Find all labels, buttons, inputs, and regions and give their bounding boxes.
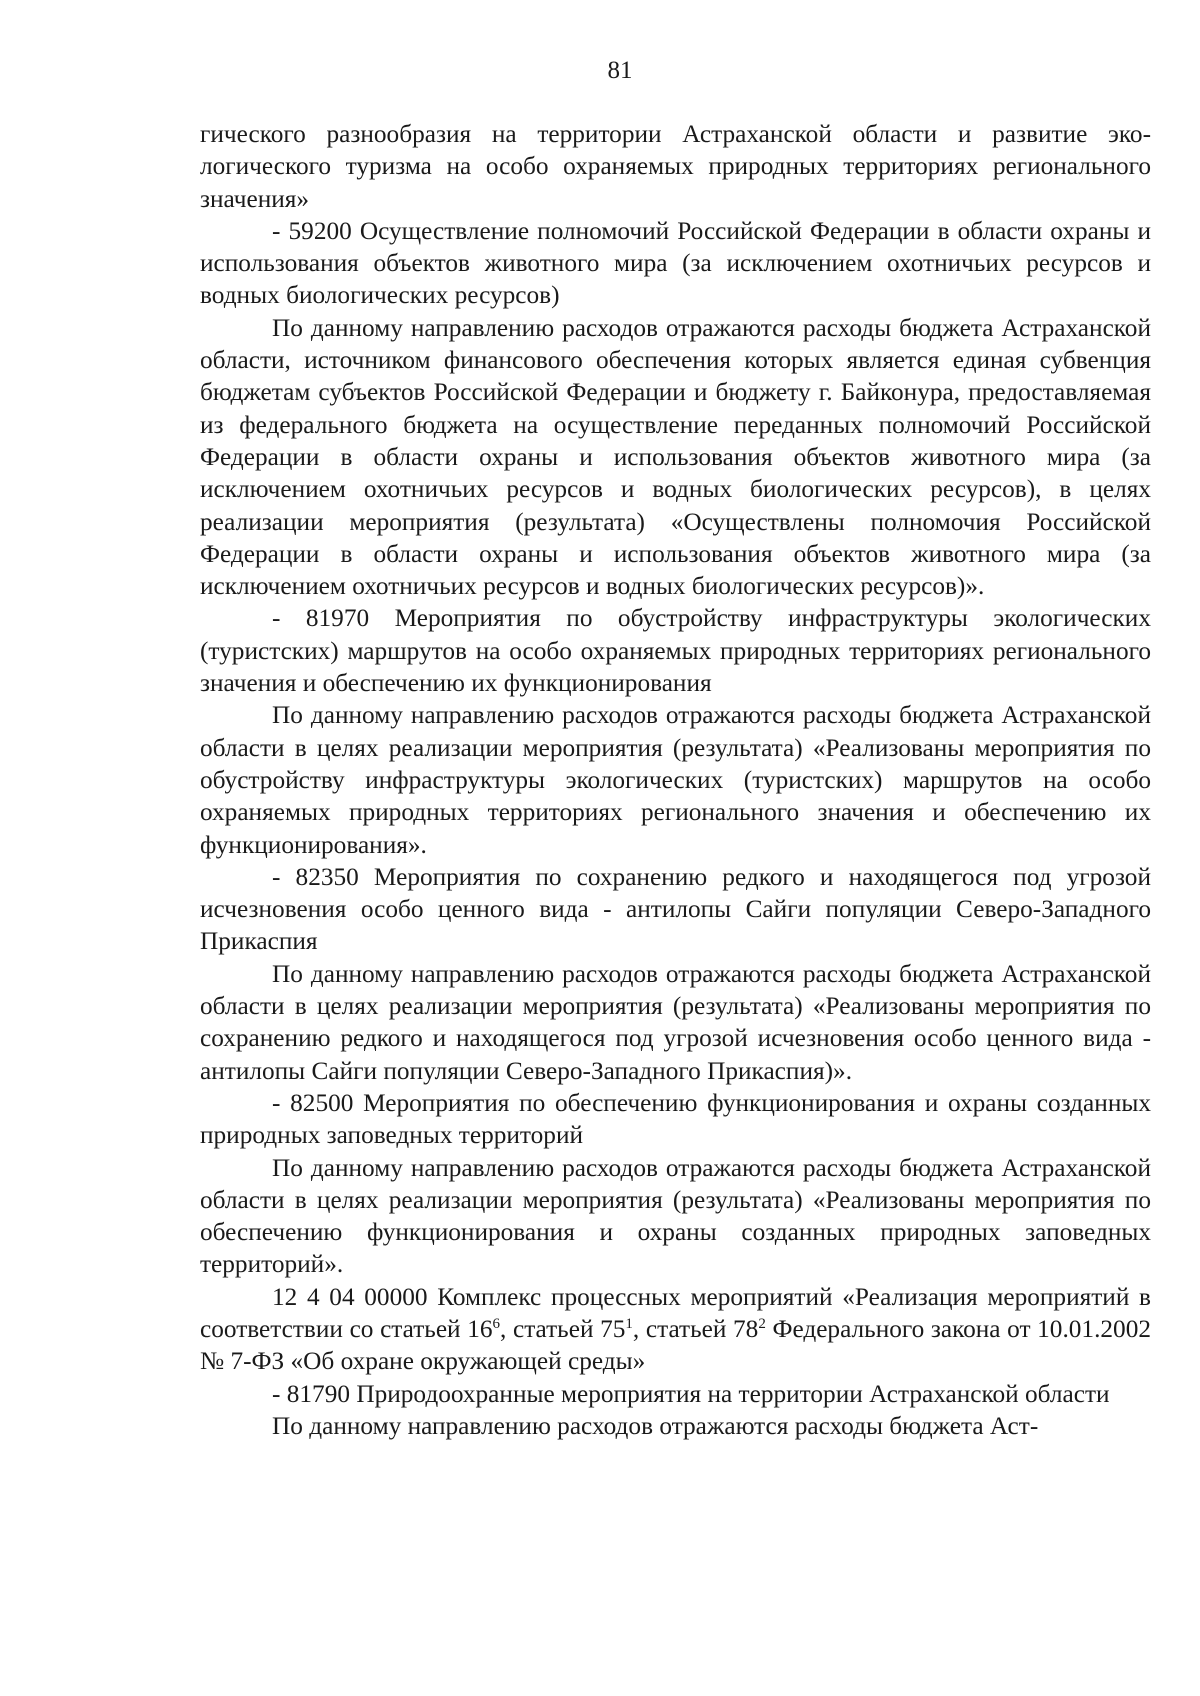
paragraph-82350-description: По данному направлению расходов отражаются расходы бюджета Астраханской области в целях реализации мероприятия (результата) «Реализованы мероприятия по сохранению редкого и находящегося под угрозой исчезновения особо ценного вида - антилопы Сайги популяции Северо-Западного Прикаспия)». (200, 959, 1151, 1085)
paragraph-81970-description: По данному направлению расходов отражаются расходы бюджета Астраханской области в целях реализации мероприятия (результата) «Реализованы мероприятия по обустройству инфраструктуры экологических (туристских) маршрутов на особо охраняемых природных территориях регионального значения и обеспечению их функционирования». (200, 701, 1151, 859)
page-number: 81 (607, 57, 633, 84)
item-82500: - 82500 Мероприятия по обеспечению функционирования и охраны созданных природных заповедных территорий (200, 1088, 1151, 1150)
superscript-6: 6 (492, 1315, 501, 1332)
item-82350: - 82350 Мероприятия по сохранению редкого и находящегося под угрозой исчезновения особо ценного вида - антилопы Сайги популяции Северо-Западного Прикаспия (200, 862, 1151, 956)
complex-text-1: 12 4 04 00000 Комплекс процессных мероприятий «Реализация мероприятий в соответствии со статьей 16 (200, 1282, 1151, 1343)
paragraph-81790-description: По данному направлению расходов отражаются расходы бюджета Аст- (272, 1411, 1039, 1440)
superscript-1: 1 (625, 1315, 633, 1332)
paragraph-59200-description: По данному направлению расходов отражаются расходы бюджета Астраханской области, источником финансового обеспечения которых является единая субвенция бюджетам субъектов Российской Федерации и бюджету г. Байконура, предоставляемая из федерального бюджета на осуществление переданных полномочий Российской Федерации в области охраны и использования объектов животного мира (за исключением охотничьих ресурсов и водных биологических ресурсов), в целях реализации мероприятия (результата) «Осуществлены полномочия Российской Федерации в области охраны и использования объектов животного мира (за исключением охотничьих ресурсов и водных биологических ресурсов)». (200, 313, 1151, 601)
complex-text-4: Федерального закона от 10.01.2002 № 7-ФЗ «Об охране окружающей среды» (200, 1314, 1151, 1376)
paragraph-continuation: гического разнообразия на территории Астраханской области и развитие экологического туризма на особо охраняемых природных территориях регионального значения» (200, 120, 1151, 213)
body-text (200, 118, 1151, 1442)
item-81970: - 81970 Мероприятия по обустройству инфраструктуры экологических (туристских) маршрутов на особо охраняемых природных территориях регионального значения и обеспечению их функционирования (200, 604, 1151, 698)
item-59200: - 59200 Осуществление полномочий Российской Федерации в области охраны и использования объектов животного мира (за исключением охотничьих ресурсов и водных биологических ресурсов) (200, 216, 1151, 310)
superscript-2: 2 (758, 1315, 766, 1332)
paragraph-82500-description: По данному направлению расходов отражаются расходы бюджета Астраханской области в целях реализации мероприятия (результата) «Реализованы мероприятия по обеспечению функционирования и охраны созданных природных заповедных территорий». (200, 1153, 1151, 1279)
complex-12-4-04 (200, 1281, 1151, 1378)
item-81790: - 81790 Природоохранные мероприятия на территории Астраханской области (272, 1379, 1110, 1408)
complex-text-3: , статьей 78 (632, 1314, 759, 1343)
complex-text-2: , статьей 75 (500, 1314, 626, 1343)
